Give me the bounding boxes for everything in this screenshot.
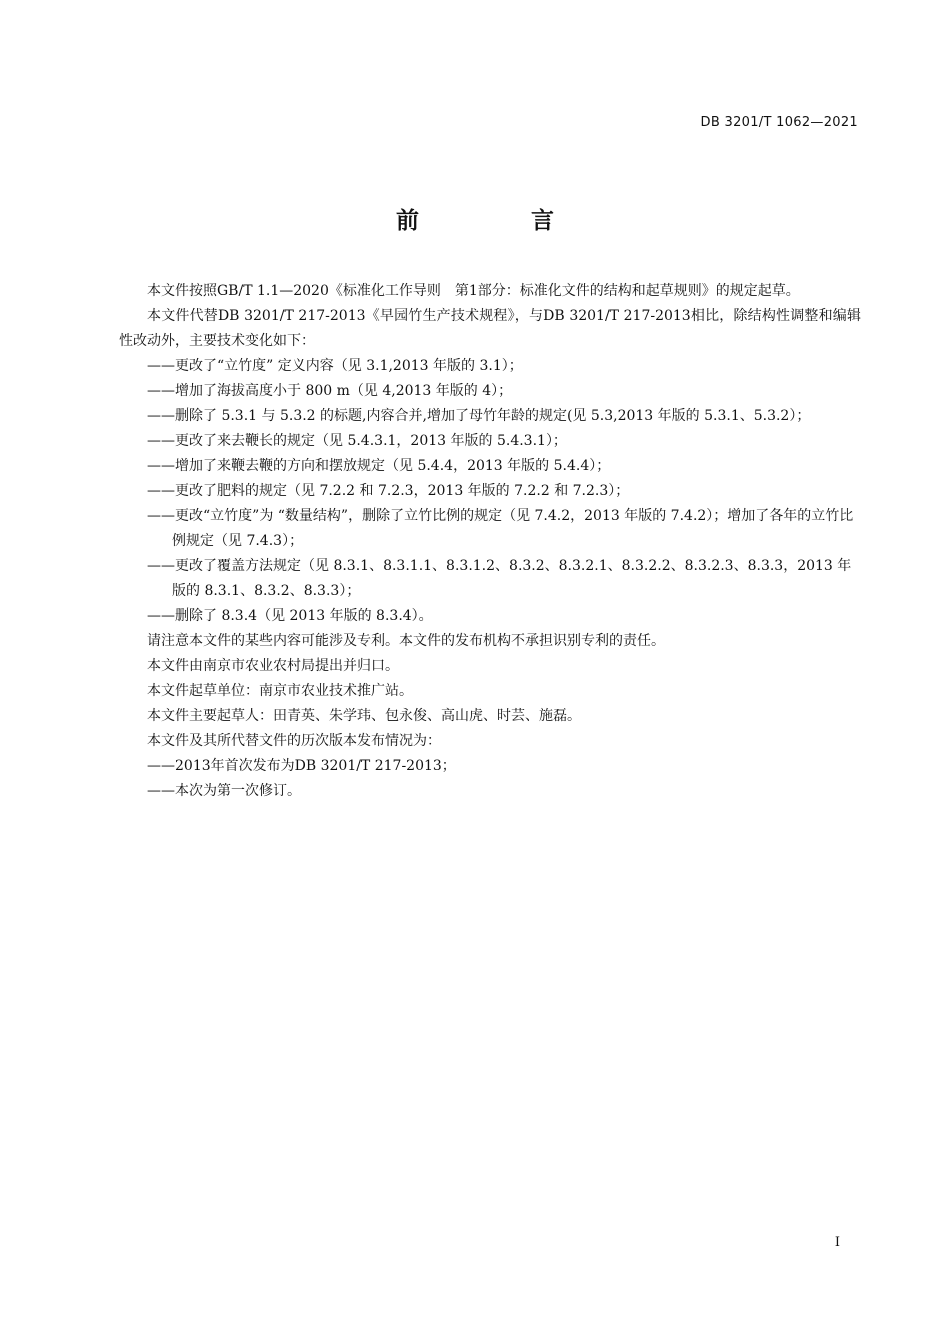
change-item: ——更改了“立竹度” 定义内容（见 3.1,2013 年版的 3.1）； (147, 358, 523, 374)
change-item: ——删除了 5.3.1 与 5.3.2 的标题,内容合并,增加了母竹年龄的规定(见 5.3,2013 年版的 5.3.1、5.3.2）； (147, 408, 811, 424)
paragraph-replacement: 本文件代替DB 3201/T 217-2013《早园竹生产技术规程》，与DB 3201/T 217-2013相比，除结构性调整和编辑性改动外，主要技术变化如下： (119, 308, 861, 349)
change-item: ——增加了来鞭去鞭的方向和摆放规定（见 5.4.4，2013 年版的 5.4.4）； (147, 458, 611, 474)
document-code: DB 3201/T 1062—2021 (700, 115, 858, 130)
change-item: ——删除了 8.3.4（见 2013 年版的 8.3.4）。 (147, 608, 433, 624)
change-item: ——增加了海拔高度小于 800 m（见 4,2013 年版的 4）； (147, 383, 513, 399)
history-item: ——2013年首次发布为DB 3201/T 217-2013； (147, 758, 456, 774)
history-item: ——本次为第一次修订。 (147, 783, 301, 799)
change-item: ——更改了来去鞭长的规定（见 5.4.3.1，2013 年版的 5.4.3.1）； (147, 433, 567, 449)
paragraph-version-history: 本文件及其所代替文件的历次版本发布情况为： (147, 733, 441, 749)
paragraph-drafting-basis: 本文件按照GB/T 1.1—2020《标准化工作导则 第1部分：标准化文件的结构和起草规则》的规定起草。 (147, 283, 800, 299)
paragraph-drafters: 本文件主要起草人：田青英、朱学玮、包永俊、高山虎、时芸、施磊。 (147, 708, 581, 724)
page-title: 前 言 (395, 208, 606, 234)
change-item: ——更改了覆盖方法规定（见 8.3.1、8.3.1.1、8.3.1.2、8.3.2、8.3.2.1、8.3.2.2、8.3.2.3、8.3.3，2013 年版的 8.3.1、8.3.2、8.3.3）； (147, 558, 852, 599)
page-number: I (834, 1235, 840, 1250)
preface-body (119, 279, 861, 804)
change-item: ——更改了肥料的规定（见 7.2.2 和 7.2.3，2013 年版的 7.2.2 和 7.2.3）； (147, 483, 630, 499)
paragraph-patent-notice: 请注意本文件的某些内容可能涉及专利。本文件的发布机构不承担识别专利的责任。 (147, 633, 665, 649)
paragraph-drafting-unit: 本文件起草单位：南京市农业技术推广站。 (147, 683, 413, 699)
paragraph-proposer: 本文件由南京市农业农村局提出并归口。 (147, 658, 399, 674)
change-item: ——更改“立竹度”为 “数量结构”，删除了立竹比例的规定（见 7.4.2，2013 年版的 7.4.2）；增加了各年的立竹比例规定（见 7.4.3）； (147, 508, 854, 549)
